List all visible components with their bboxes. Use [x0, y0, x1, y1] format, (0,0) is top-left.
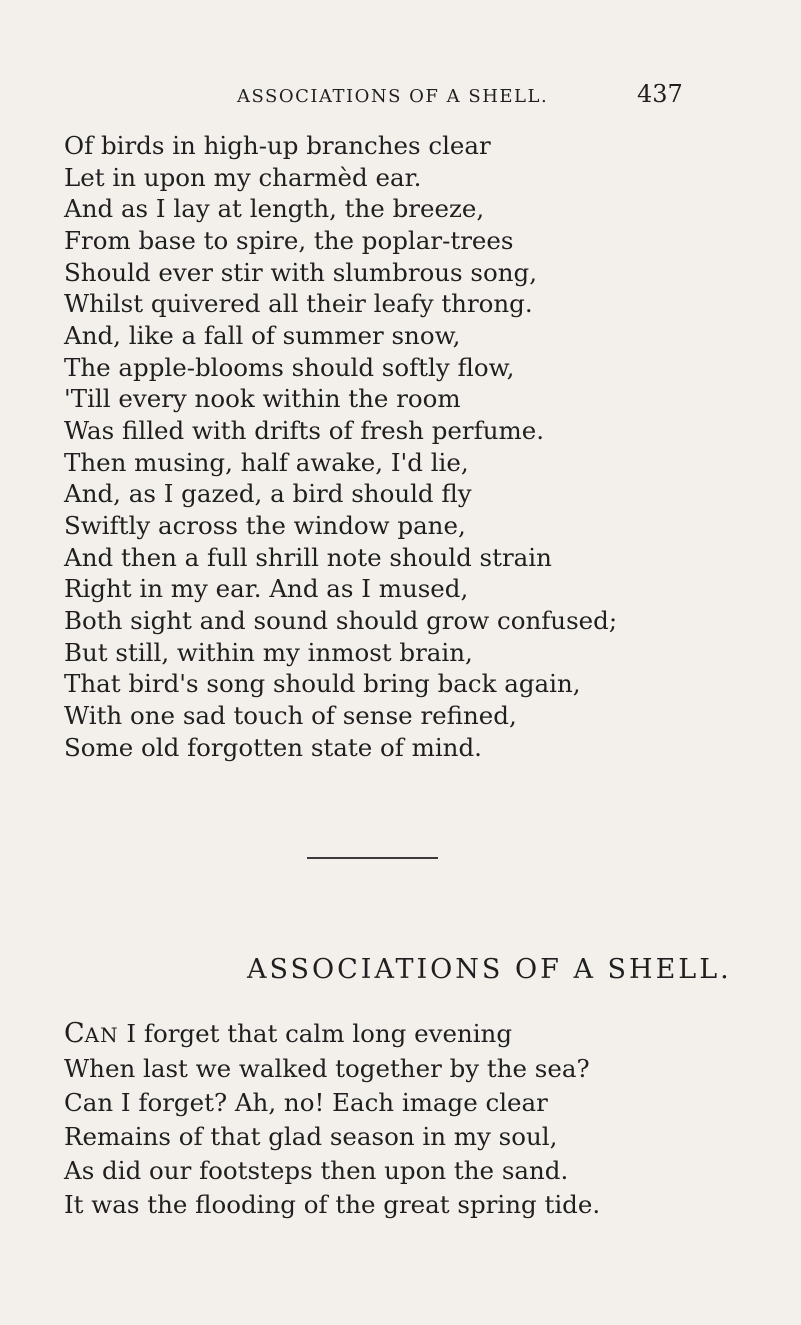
poem-line: As did our footsteps then upon the sand. — [64, 1156, 569, 1185]
small-caps-initial: C — [64, 1018, 85, 1049]
section-divider — [307, 857, 438, 859]
poem-line: Should ever stir with slumbrous song, — [64, 258, 537, 287]
poem-line: But still, within my inmost brain, — [64, 638, 473, 667]
poem-line: Both sight and sound should grow confused; — [64, 606, 618, 635]
poem-line: And, like a fall of summer snow, — [64, 321, 461, 350]
poem-line: It was the flooding of the great spring tide. — [64, 1190, 601, 1219]
poem-line: Was filled with drifts of fresh perfume. — [64, 416, 545, 445]
poem-line: From base to spire, the poplar-trees — [64, 226, 514, 255]
poem-line: Remains of that glad season in my soul, — [64, 1122, 558, 1151]
poem-line: Then musing, half awake, I'd lie, — [64, 448, 469, 477]
poem-line: 'Till every nook within the room — [64, 384, 461, 413]
poem-line: And, as I gazed, a bird should fly — [64, 479, 472, 508]
poem-line: With one sad touch of sense refined, — [64, 701, 517, 730]
poem-line: Can I forget? Ah, no! Each image clear — [64, 1088, 548, 1117]
poem-first-line — [64, 1019, 512, 1050]
poem-line: Right in my ear. And as I mused, — [64, 574, 469, 603]
small-caps-rest: AN — [84, 1023, 119, 1047]
poem-line: The apple-blooms should softly flow, — [64, 353, 515, 382]
poem-line: And then a full shrill note should strain — [64, 543, 552, 572]
running-head-title: ASSOCIATIONS OF A SHELL. — [237, 86, 549, 107]
page-number: 437 — [637, 80, 683, 108]
poem-line: Swiftly across the window pane, — [64, 511, 466, 540]
poem-line: That bird's song should bring back again, — [64, 669, 581, 698]
poem-line: When last we walked together by the sea? — [64, 1054, 590, 1083]
poem-line: Whilst quivered all their leafy throng. — [64, 289, 533, 318]
section-title: ASSOCIATIONS OF A SHELL. — [247, 954, 732, 985]
poem-line: Some old forgotten state of mind. — [64, 733, 482, 762]
running-head — [0, 80, 801, 110]
poem-line: Of birds in high-up branches clear — [64, 131, 491, 160]
first-line-text: I forget that calm long evening — [118, 1019, 513, 1048]
poem-line: And as I lay at length, the breeze, — [64, 194, 485, 223]
poem-line: Let in upon my charmèd ear. — [64, 163, 422, 192]
